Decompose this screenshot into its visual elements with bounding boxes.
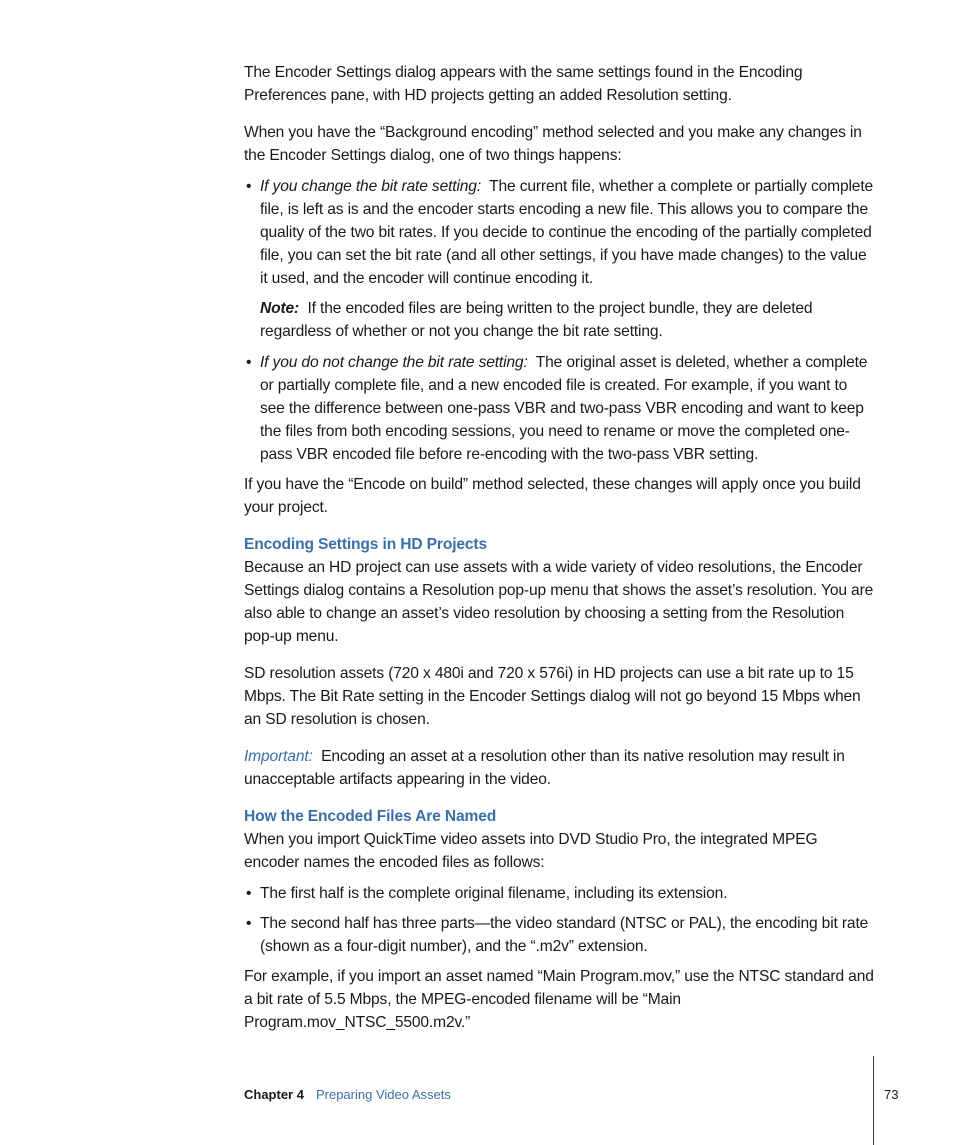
build-paragraph: If you have the “Encode on build” method selected, these changes will apply once you build your project. [244, 476, 861, 516]
note-text: If the encoded files are being written to the project bundle, they are deleted regardless of whether or not you change the bit rate setting. [260, 300, 813, 340]
footer-chapter-title: Preparing Video Assets [315, 1087, 451, 1102]
bullet-lead: If you change the bit rate setting: [260, 178, 482, 195]
bullet-text: The first half is the complete original filename, including its extension. [260, 885, 728, 902]
bullet-icon: • [246, 885, 252, 902]
intro-paragraph-2: When you have the “Background encoding” method selected and you make any changes in the Encoder Settings dialog, one of two things happens: [244, 124, 862, 164]
list-item [244, 175, 876, 290]
bullet-text: The original asset is deleted, whether a complete or partially complete file, and a new encoded file is created. For example, if you want to see the difference between one-pass VBR and two-pass VBR encoding and want to keep the files from both encoding sessions, you need to rename or move the completed one-pass VBR encoded file before re-encoding with the two-pass VBR setting. [260, 354, 868, 463]
naming-paragraph-2: For example, if you import an asset named “Main Program.mov,” use the NTSC standard and a bit rate of 5.5 Mbps, the MPEG-encoded filename will be “Main Program.mov_NTSC_5500.m2v.” [244, 968, 874, 1031]
list-item [244, 912, 876, 958]
section-heading-naming: How the Encoded Files Are Named [244, 808, 497, 825]
important-text: Encoding an asset at a resolution other than its native resolution may result in unacceptable artifacts appearing in the video. [244, 748, 845, 788]
bullet-text: The current file, whether a complete or partially complete file, is left as is and the encoder starts encoding a new file. This allows you to compare the quality of the two bit rates. If you decide to continue the encoding of the partially completed file, you can set the bit rate (and all other settings, if you have made changes) to the value it used, and the encoder will continue encoding it. [260, 178, 874, 287]
hd-paragraph-1: Because an HD project can use assets with a wide variety of video resolutions, the Encoder Settings dialog contains a Resolution pop-up menu that shows the asset’s resolution. You are also able to change an asset’s video resolution by choosing a setting from the Resolution pop-up menu. [244, 559, 874, 645]
bullet-icon: • [246, 915, 252, 932]
bullet-icon: • [246, 354, 252, 371]
note-label: Note: [260, 300, 300, 317]
important-label: Important: [244, 748, 313, 765]
page-body [244, 61, 876, 1048]
footer-divider [873, 1056, 874, 1145]
list-item [244, 351, 876, 466]
hd-paragraph-2: SD resolution assets (720 x 480i and 720 x 576i) in HD projects can use a bit rate up to 15 Mbps. The Bit Rate setting in the Encoder Settings dialog will not go beyond 15 Mbps when an SD resolution is chosen. [244, 665, 861, 728]
intro-paragraph-1: The Encoder Settings dialog appears with the same settings found in the Encoding Preferences pane, with HD projects getting an added Resolution setting. [244, 64, 803, 104]
page-number: 73 [884, 1087, 899, 1102]
naming-paragraph-1: When you import QuickTime video assets into DVD Studio Pro, the integrated MPEG encoder names the encoded files as follows: [244, 831, 818, 871]
important-paragraph [244, 745, 876, 791]
bullet-text: The second half has three parts—the video standard (NTSC or PAL), the encoding bit rate (shown as a four-digit number), and the “.m2v” extension. [260, 915, 869, 955]
page-footer [244, 1087, 451, 1102]
note-block [244, 297, 876, 343]
bullet-lead: If you do not change the bit rate setting: [260, 354, 528, 371]
list-item [244, 882, 876, 905]
bullet-icon: • [246, 178, 252, 195]
section-heading-hd: Encoding Settings in HD Projects [244, 536, 487, 553]
footer-chapter: Chapter 4 [244, 1087, 304, 1102]
